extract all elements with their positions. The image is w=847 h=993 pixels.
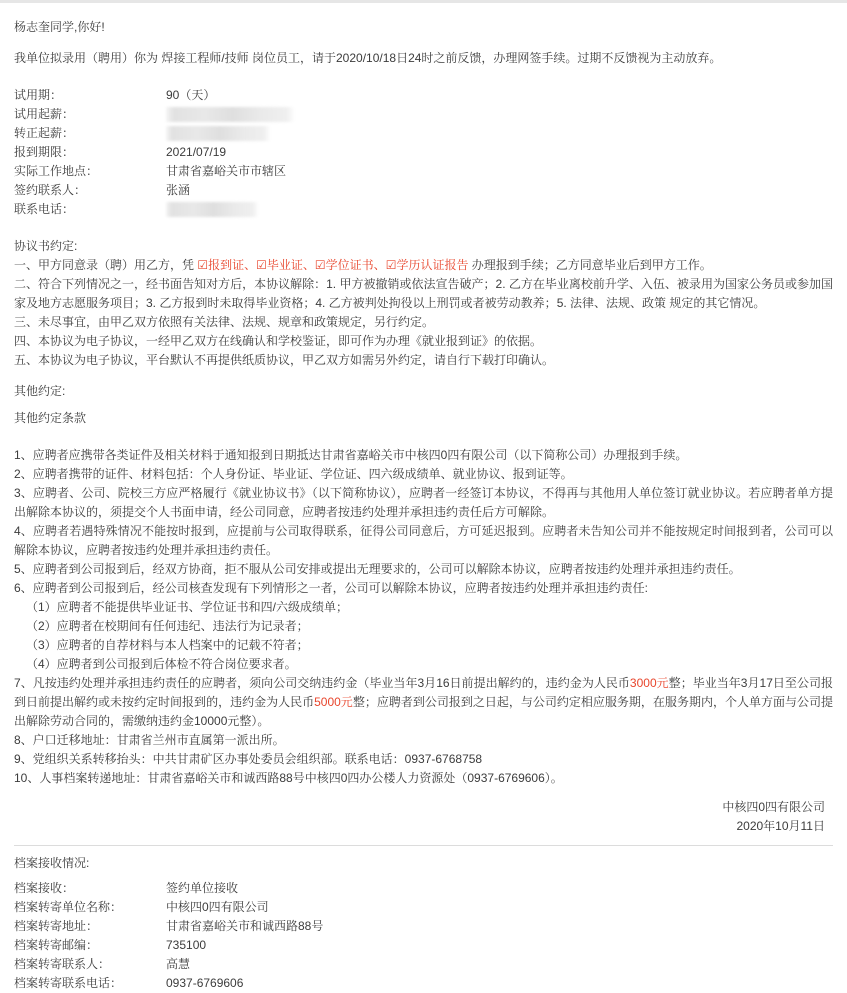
agreement-heading: 协议书约定:: [14, 239, 78, 253]
clause-8: 8、户口迁移地址：甘肃省兰州市直属第一派出所。: [14, 733, 285, 747]
check-separator: 、: [244, 258, 257, 272]
clauses-section: [14, 446, 833, 788]
field-label: 试用期：: [14, 88, 63, 102]
clause-6-sub-4: （4）应聘者到公司报到后体检不符合岗位要求者。: [26, 657, 297, 671]
clause-10: 10、人事档案转递地址：甘肃省嘉峪关市和诚西路88号中核四0四办公楼人力资源处（0937-6769606）。: [14, 771, 563, 785]
field-value: 0937-6769606: [166, 976, 244, 990]
field-label: 档案转寄邮编：: [14, 938, 99, 952]
checkbox-education-verification-report[interactable]: ☑学历认证报告: [385, 258, 469, 272]
field-label: 档案转寄单位名称：: [14, 900, 123, 914]
field-report-deadline: [14, 143, 833, 162]
field-signing-contact: [14, 181, 833, 200]
redaction-block: [166, 202, 258, 217]
greeting-line: 杨志奎同学,你好!: [14, 20, 105, 34]
field-value: 高慧: [166, 957, 191, 971]
penalty-amount-early: 3000元: [629, 676, 669, 690]
field-work-location: [14, 162, 833, 181]
redaction-block: [166, 107, 294, 122]
archive-section: [14, 854, 833, 993]
clause-3: 3、应聘者、公司、院校三方应严格履行《就业协议书》（以下简称协议），应聘者一经签订本协议，不得再与其他用人单位签订就业协议。若应聘者单方提出解除本协议的，须提交个人书面申请，经公司同意，应聘者按违约处理并承担违约责任后方可解除。: [14, 486, 833, 519]
checkbox-report-certificate[interactable]: ☑报到证: [197, 258, 245, 272]
field-probation-salary: [14, 105, 833, 124]
clause-4: 4、应聘者若遇特殊情况不能按时报到，应提前与公司取得联系，征得公司同意后，方可延迟报到。应聘者未告知公司并不能按规定时间报到者，公司可以解除本协议，应聘者按违约处理并承担违约责任。: [14, 524, 833, 557]
checkbox-degree-certificate[interactable]: ☑学位证书: [314, 258, 374, 272]
clause-6-sub-1: （1）应聘者不能提供毕业证书、学位证书和四/六级成绩单；: [26, 600, 349, 614]
field-label: 档案转寄联系人：: [14, 957, 111, 971]
agreement-item-1-suffix: 办理报到手续；乙方同意毕业后到甲方工作。: [468, 258, 712, 272]
clause-7: [14, 674, 833, 731]
field-label: 档案转寄联系电话：: [14, 976, 123, 990]
field-value: 甘肃省嘉峪关市和诚西路88号: [166, 919, 324, 933]
agreement-item-4: 四、本协议为电子协议，一经甲乙双方在线确认和学校鉴证，即可作为办理《就业报到证》的依据。: [14, 334, 543, 348]
field-label: 联系电话：: [14, 202, 75, 216]
field-value: 90（天）: [166, 88, 216, 102]
other-agreement-heading: 其他约定:: [14, 384, 66, 398]
other-agreement-body: 其他约定条款: [14, 411, 87, 425]
field-label: 试用起薪：: [14, 107, 75, 121]
field-value: 2021/07/19: [166, 145, 227, 159]
agreement-section: [14, 237, 833, 370]
clause-6-sub-3: （3）应聘者的自荐材料与本人档案中的记载不符者；: [26, 638, 309, 652]
archive-field-forward-unit: [14, 898, 833, 917]
clause-6: 6、应聘者到公司报到后，经公司核查发现有下列情形之一者，公司可以解除本协议，应聘者按违约处理并承担违约责任:: [14, 581, 649, 595]
field-label: 报到期限：: [14, 145, 75, 159]
signature-date: 2020年10月11日: [736, 819, 825, 833]
clause-9: 9、党组织关系转移抬头：中共甘肃矿区办事处委员会组织部。联系电话：0937-6768758: [14, 752, 483, 766]
field-value: 甘肃省嘉峪关市市辖区: [166, 164, 287, 178]
field-probation-period: [14, 86, 833, 105]
field-value: 中核四0四有限公司: [166, 900, 269, 914]
intro-paragraph: 我单位拟录用（聘用）你为 焊接工程师/技师 岗位员工，请于2020/10/18日24时之前反馈，办理网签手续。过期不反馈视为主动放弃。: [14, 51, 722, 65]
redaction-block: [166, 126, 270, 141]
signature-block: [14, 798, 833, 836]
check-separator: 、: [373, 258, 386, 272]
field-confirmed-salary: [14, 124, 833, 143]
field-value-redacted: [166, 124, 833, 143]
agreement-item-1-prefix: 一、甲方同意录（聘）用乙方，凭: [14, 258, 198, 272]
field-value: 张涵: [166, 183, 191, 197]
clause-7-part-1: 7、凡按违约处理并承担违约责任的应聘者，须向公司交纳违约金（毕业当年3月16日前提出解约的，违约金为人民币: [14, 676, 630, 690]
agreement-item-2: 二、符合下列情况之一，经书面告知对方后，本协议解除：1. 甲方被撤销或依法宣告破产；2. 乙方在毕业离校前升学、入伍、被录用为国家公务员或参加国家及地方志愿服务项目；3. 乙方报到时未取得毕业资格；4. 乙方被判处拘役以上刑罚或者被劳动教养；5. 法律、法规、政策 规定的其它情况。: [14, 277, 833, 310]
offer-details-list: [14, 86, 833, 219]
field-value: 签约单位接收: [166, 881, 239, 895]
field-label: 转正起薪：: [14, 126, 75, 140]
archive-heading: 档案接收情况:: [14, 856, 90, 870]
field-value-redacted: [166, 200, 833, 219]
archive-field-forward-postcode: [14, 936, 833, 955]
archive-field-reception: [14, 879, 833, 898]
field-label: 档案转寄地址：: [14, 919, 99, 933]
clause-5: 5、应聘者到公司报到后，经双方协商，拒不服从公司安排或提出无理要求的，公司可以解除本协议，应聘者按违约处理并承担违约责任。: [14, 562, 741, 576]
field-label: 签约联系人：: [14, 183, 87, 197]
penalty-amount-late: 5000元: [314, 695, 353, 709]
field-label: 档案接收：: [14, 881, 75, 895]
field-contact-phone: [14, 200, 833, 219]
checkbox-graduation-certificate[interactable]: ☑毕业证: [256, 258, 303, 272]
other-agreement-section: [14, 382, 833, 428]
clause-7-part-2: 整；毕业当年3月17日至公司报到日前提出解约或未按约定时间报到的，违约金为人民币: [14, 676, 833, 709]
agreement-item-5: 五、本协议为电子协议，平台默认不再提供纸质协议，甲乙双方如需另外约定，请自行下载打印确认。: [14, 353, 555, 367]
field-value: 735100: [166, 938, 207, 952]
clause-2: 2、应聘者携带的证件、材料包括：个人身份证、毕业证、学位证、四六级成绩单、就业协议、报到证等。: [14, 467, 573, 481]
top-divider-bar: [0, 0, 847, 3]
check-separator: 、: [302, 258, 315, 272]
archive-field-forward-phone: [14, 974, 833, 993]
clause-1: 1、应聘者应携带各类证件及相关材料于通知报到日期抵达甘肃省嘉峪关市中核四0四有限公司（以下简称公司）办理报到手续。: [14, 448, 688, 462]
archive-field-forward-contact: [14, 955, 833, 974]
clause-7-part-3: 整；应聘者到公司报到之日起，与公司约定相应服务期，在服务期内，个人单方面与公司提出解除劳动合同的，需缴纳违约金10000元整）。: [14, 695, 833, 728]
agreement-item-3: 三、未尽事宜，由甲乙双方依照有关法律、法规、规章和政策规定，另行约定。: [14, 315, 435, 329]
archive-field-forward-address: [14, 917, 833, 936]
signature-company: 中核四0四有限公司: [722, 800, 825, 814]
agreement-item-1: [14, 256, 833, 275]
field-value-redacted: [166, 105, 833, 124]
section-divider: [14, 845, 833, 846]
clause-6-sub-2: （2）应聘者在校期间有任何违纪、违法行为记录者；: [26, 619, 309, 633]
field-label: 实际工作地点：: [14, 164, 99, 178]
